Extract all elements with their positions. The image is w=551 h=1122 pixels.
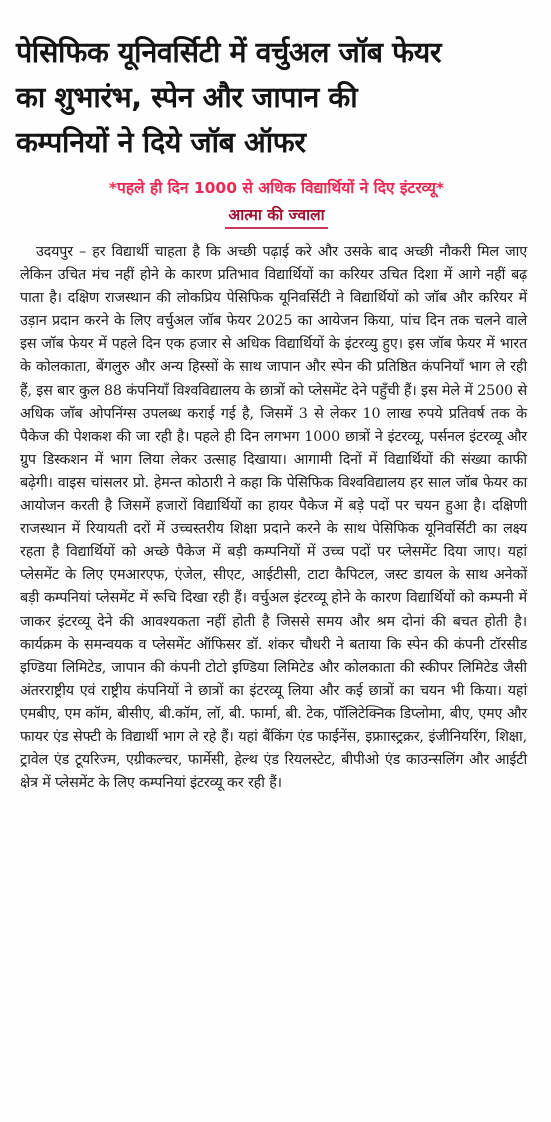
article-body [20,241,527,795]
article-paragraph: उदयपुर – हर विद्यार्थी चाहता है कि अच्छी पढ़ाई करे और उसके बाद अच्छी नौकरी मिल जाए लेकिन उचित मंच नहीं होने के कारण प्रतिभाव विद्यार्थियों का करियर उचित दिशा में आगे नहीं बढ़ पाता है। दक्षिण राजस्थान की लोकप्रिय पेसिफिक यूनिवर्सिटी ने विद्यार्थियों को जॉब और करियर में उड़ान प्रदान करने के लिए वर्चुअल जॉब फेयर 2025 का आयेजन किया, पांच दिन तक चलने वाले इस जॉब फेयर में पहले दिन एक हजार से अधिक विद्यार्थियों के इंटरव्यु हुए। इस जॉब फेयर में भारत के कोलकाता, बेंगलुरु और अन्य हिस्सों के साथ जापान और स्पेन की प्रतिष्ठित कंपनियाँ भाग ले रही हैं, इस बार कुल 88 कंपनियाँ विश्वविद्यालय के छात्रों को प्लेसमेंट देने पहुँची हैं। इस मेले में 2500 से अधिक जॉब ओपनिंग्स उपलब्ध कराई गई है, जिसमें 3 से लेकर 10 लाख रुपये प्रतिवर्ष तक के पैकेज की पेशकश की जा रही है। पहले ही दिन लगभग 1000 छात्रों ने इंटरव्यू, पर्सनल इंटरव्यू और ग्रुप डिस्कशन में भाग लिया लेकर उत्साह दिखाया। आगामी दिनों में विद्यार्थियों की संख्या काफी बढ़ेगी। वाइस चांसलर प्रो. हेमन्त कोठारी ने कहा कि पेसिफिक विश्वविद्यालय हर साल जॉब फेयर का आयोजन करती है जिसमें हजारों विद्यार्थियों का हायर पैकेज में बड़े पदों पर चयन हुआ है। दक्षिणी राजस्थान में रियायती दरों में उच्चस्तरीय शिक्षा प्रदाने करने के साथ पेसिफिक यूनिवर्सिटी का लक्ष्य रहता है विद्यार्थियों को अच्छे पैकेज में बड़ी कम्पनियों में उच्च पदों पर प्लेसमेंट दिया जाए। यहां प्लेसमेंट के लिए एमआरएफ, एंजेल, सीएट, आईटीसी, टाटा कैपिटल, जस्ट डायल के साथ अनेकों बड़ी कम्पनियां प्लेसमेंट में रूचि दिखा रही हैं। वर्चुअल इंटरव्यू होने के कारण विद्यार्थियों को कम्पनी में जाकर इंटरव्यू देने की आवश्यकता नहीं होती है जिससे समय और श्रम दोनां की बचत होती है। कार्यक्रम के समन्वयक व प्लेसमेंट ऑफिसर डॉ. शंकर चौधरी ने बताया कि स्पेन की कंपनी टॉरसीड इण्डिया लिमिटेड, जापान की कंपनी टोटो इण्डिया लिमिटेड और कोलकाता की स्कीपर लिमिटेड जैसी अंतरराष्ट्रीय एवं राष्ट्रीय कंपनियों ने छात्रों का इंटरव्यू लिया और कई छात्रों का चयन भी किया। यहां एमबीए, एम कॉम, बीसीए, बी.कॉम, लॉ, बी. फार्मा, बी. टेक, पॉलिटेक्निक डिप्लोमा, बीए, एमए और फायर एंड सेफ्टी के विद्यार्थी भाग ले रहे हैं। यहां बैंकिंग एंड फाईनेंस, इफ्राास्ट्रक्रर, इंजीनियरिंग, शिक्षा, ट्रावेल एंड टूयरिज्म, एग्रीकल्चर, फार्मेसी, हेल्थ एंड रियलस्टेट, बीपीओ एंड काउन्सलिंग और आईटी क्षेत्र में प्लेसमेंट के लिए कम्पनियां इंटरव्यू कर रही हैं। [20,244,527,792]
byline: आत्मा की ज्वाला [225,204,327,229]
headline [16,30,537,165]
byline-container [16,204,537,229]
subheadline: *पहले ही दिन 1000 से अधिक विद्यार्थियों ने दिए इंटरव्यू* [108,179,445,197]
headline-line-1: पेसिफिक यूनिवर्सिटी में वर्चुअल जॉब फेयर [16,36,442,69]
headline-line-2: का शुभारंभ, स्पेन और जापान की [16,81,358,114]
headline-line-3: कम्पनियों ने दिये जॉब ऑफर [16,126,306,159]
